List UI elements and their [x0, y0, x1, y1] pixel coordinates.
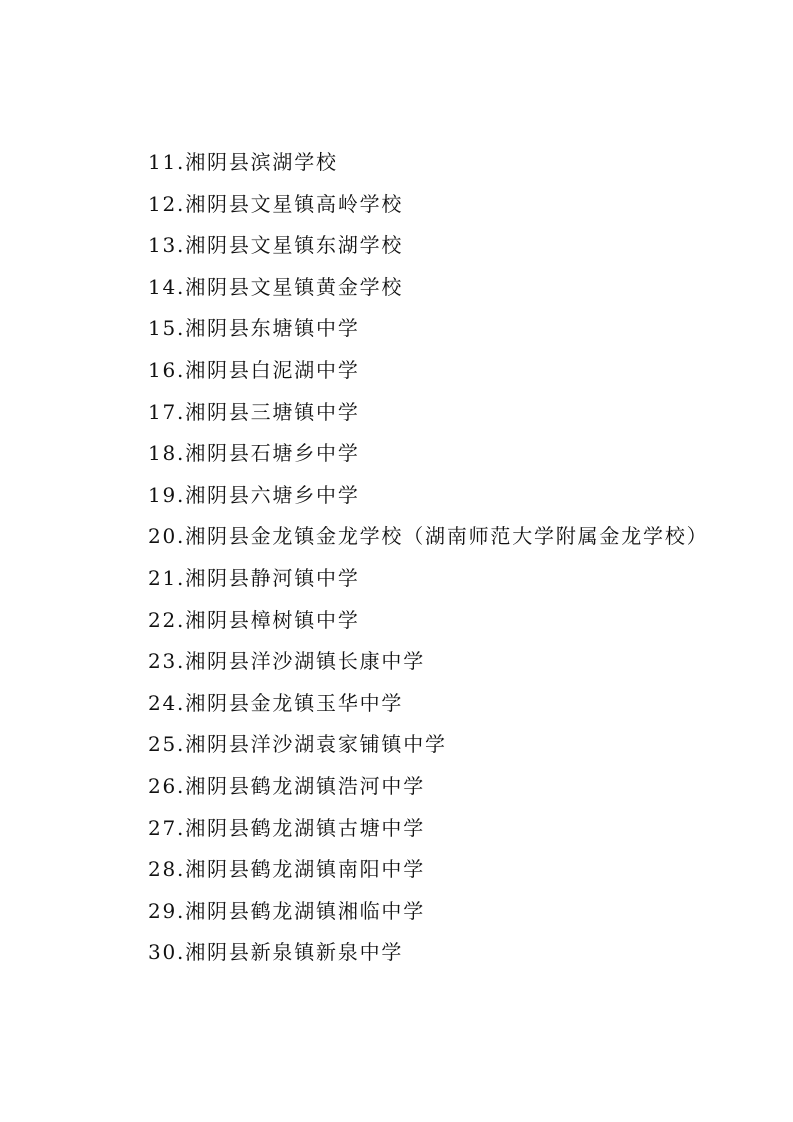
list-item — [148, 645, 708, 687]
school-name: 湘阴县鹤龙湖镇古塘中学 — [185, 815, 426, 840]
list-item — [148, 229, 708, 271]
school-name: 湘阴县鹤龙湖镇南阳中学 — [185, 857, 426, 882]
list-item — [148, 188, 708, 230]
list-item — [148, 354, 708, 396]
list-item — [148, 520, 708, 562]
list-item — [148, 479, 708, 521]
list-item — [148, 271, 708, 313]
school-name: 湘阴县文星镇东湖学校 — [185, 233, 404, 258]
list-item — [148, 396, 708, 438]
item-number: 23. — [148, 649, 186, 674]
item-number: 18. — [148, 441, 186, 466]
school-name: 湘阴县三塘镇中学 — [185, 399, 360, 424]
school-name: 湘阴县静河镇中学 — [185, 565, 360, 590]
school-name: 湘阴县新泉镇新泉中学 — [185, 940, 404, 965]
school-list — [148, 146, 708, 978]
item-number: 21. — [148, 565, 186, 590]
school-name: 湘阴县鹤龙湖镇浩河中学 — [185, 773, 426, 798]
list-item — [148, 936, 708, 978]
item-number: 13. — [148, 233, 186, 258]
item-number: 30. — [148, 940, 186, 965]
list-item — [148, 604, 708, 646]
item-number: 26. — [148, 773, 186, 798]
item-number: 14. — [148, 274, 186, 299]
school-name: 湘阴县六塘乡中学 — [185, 482, 360, 507]
item-number: 16. — [148, 357, 186, 382]
list-item — [148, 812, 708, 854]
list-item — [148, 312, 708, 354]
item-number: 28. — [148, 857, 186, 882]
item-number: 27. — [148, 815, 186, 840]
list-item — [148, 895, 708, 937]
school-name: 湘阴县文星镇高岭学校 — [185, 191, 404, 216]
item-number: 17. — [148, 399, 186, 424]
item-number: 12. — [148, 191, 186, 216]
school-name: 湘阴县金龙镇金龙学校（湖南师范大学附属金龙学校） — [185, 524, 709, 549]
item-number: 15. — [148, 316, 186, 341]
item-number: 25. — [148, 732, 186, 757]
item-number: 19. — [148, 482, 186, 507]
item-number: 11. — [148, 150, 186, 174]
item-number: 24. — [148, 690, 186, 715]
school-name: 湘阴县石塘乡中学 — [185, 441, 360, 466]
list-item — [148, 770, 708, 812]
item-number: 22. — [148, 607, 186, 632]
school-name: 湘阴县洋沙湖镇长康中学 — [185, 649, 426, 674]
list-item — [148, 562, 708, 604]
school-name: 湘阴县东塘镇中学 — [185, 316, 360, 341]
school-name: 湘阴县白泥湖中学 — [185, 357, 360, 382]
list-item — [148, 437, 708, 479]
school-name: 湘阴县滨湖学校 — [185, 150, 338, 174]
school-name: 湘阴县樟树镇中学 — [185, 607, 360, 632]
list-item — [148, 728, 708, 770]
list-item — [148, 146, 708, 188]
item-number: 29. — [148, 898, 186, 923]
school-name: 湘阴县洋沙湖袁家铺镇中学 — [185, 732, 447, 757]
school-name: 湘阴县文星镇黄金学校 — [185, 274, 404, 299]
list-item — [148, 853, 708, 895]
school-name: 湘阴县金龙镇玉华中学 — [185, 690, 404, 715]
list-item — [148, 687, 708, 729]
school-name: 湘阴县鹤龙湖镇湘临中学 — [185, 898, 426, 923]
item-number: 20. — [148, 524, 186, 549]
